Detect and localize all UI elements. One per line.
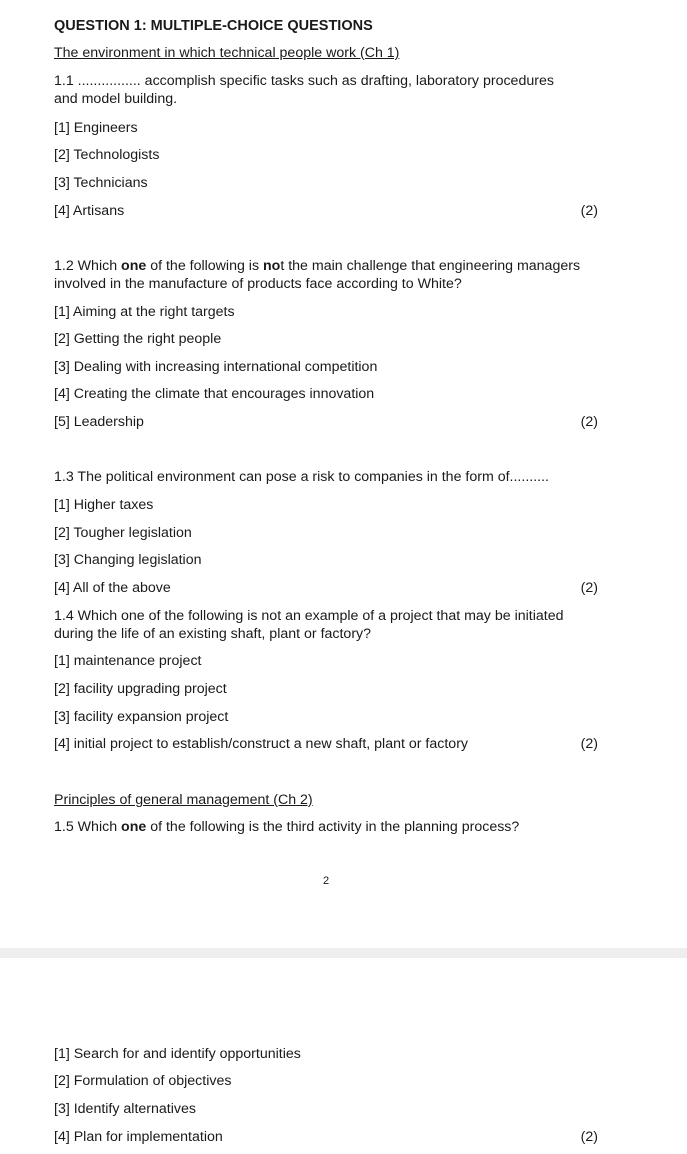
page-gap: [0, 948, 687, 958]
q1-3-option: [2] Tougher legislation: [54, 525, 192, 541]
q1-5-option: [1] Search for and identify opportunities: [54, 1046, 301, 1062]
q1-1-option: [2] Technologists: [54, 147, 160, 163]
q1-5-option: [3] Identify alternatives: [54, 1101, 196, 1117]
q1-1-option: [3] Technicians: [54, 175, 148, 191]
q1-1-option: [1] Engineers: [54, 120, 138, 136]
q1-4-option: [1] maintenance project: [54, 653, 202, 669]
section-heading-ch1: The environment in which technical people work (Ch 1): [54, 45, 400, 61]
page-number: 2: [322, 875, 330, 887]
q1-3-option: [4] All of the above: [54, 580, 171, 596]
q1-4-option: [4] initial project to establish/construct a new shaft, plant or factory: [54, 736, 469, 752]
question-heading: QUESTION 1: MULTIPLE-CHOICE QUESTIONS: [54, 18, 373, 34]
q1-4-stem-line2: during the life of an existing shaft, plant or factory?: [54, 626, 372, 642]
q1-5-option: [2] Formulation of objectives: [54, 1073, 232, 1089]
q1-1-stem-line2: and model building.: [54, 91, 178, 107]
q1-2-marks: (2): [580, 414, 598, 430]
q1-4-stem-line1: 1.4 Which one of the following is not an example of a project that may be initiated: [54, 608, 564, 624]
document-page-2: [0, 958, 687, 1154]
q1-4-option: [2] facility upgrading project: [54, 681, 227, 697]
q1-2-option: [5] Leadership: [54, 414, 144, 430]
q1-1-stem-line1: 1.1 ................ accomplish specific tasks such as drafting, laboratory procedures: [54, 73, 554, 89]
q1-4-option: [3] facility expansion project: [54, 709, 229, 725]
q1-1-option: [4] Artisans: [54, 203, 125, 219]
q1-3-option: [1] Higher taxes: [54, 497, 154, 513]
q1-2-option: [3] Dealing with increasing international competition: [54, 359, 378, 375]
q1-5-option: [4] Plan for implementation: [54, 1129, 223, 1145]
q1-5-stem: 1.5 Which one of the following is the third activity in the planning process?: [54, 819, 520, 835]
q1-3-stem: 1.3 The political environment can pose a risk to companies in the form of..........: [54, 469, 549, 485]
section-heading-ch2: Principles of general management (Ch 2): [54, 792, 313, 808]
q1-3-option: [3] Changing legislation: [54, 552, 202, 568]
q1-2-option: [4] Creating the climate that encourages innovation: [54, 386, 375, 402]
q1-5-marks: (2): [580, 1129, 598, 1145]
q1-1-marks: (2): [580, 203, 598, 219]
q1-2-option: [2] Getting the right people: [54, 331, 222, 347]
q1-2-option: [1] Aiming at the right targets: [54, 304, 235, 320]
q1-4-marks: (2): [580, 736, 598, 752]
q1-3-marks: (2): [580, 580, 598, 596]
q1-2-stem-line1: 1.2 Which one of the following is not the main challenge that engineering managers: [54, 258, 581, 274]
q1-2-stem-line2: involved in the manufacture of products face according to White?: [54, 276, 462, 292]
